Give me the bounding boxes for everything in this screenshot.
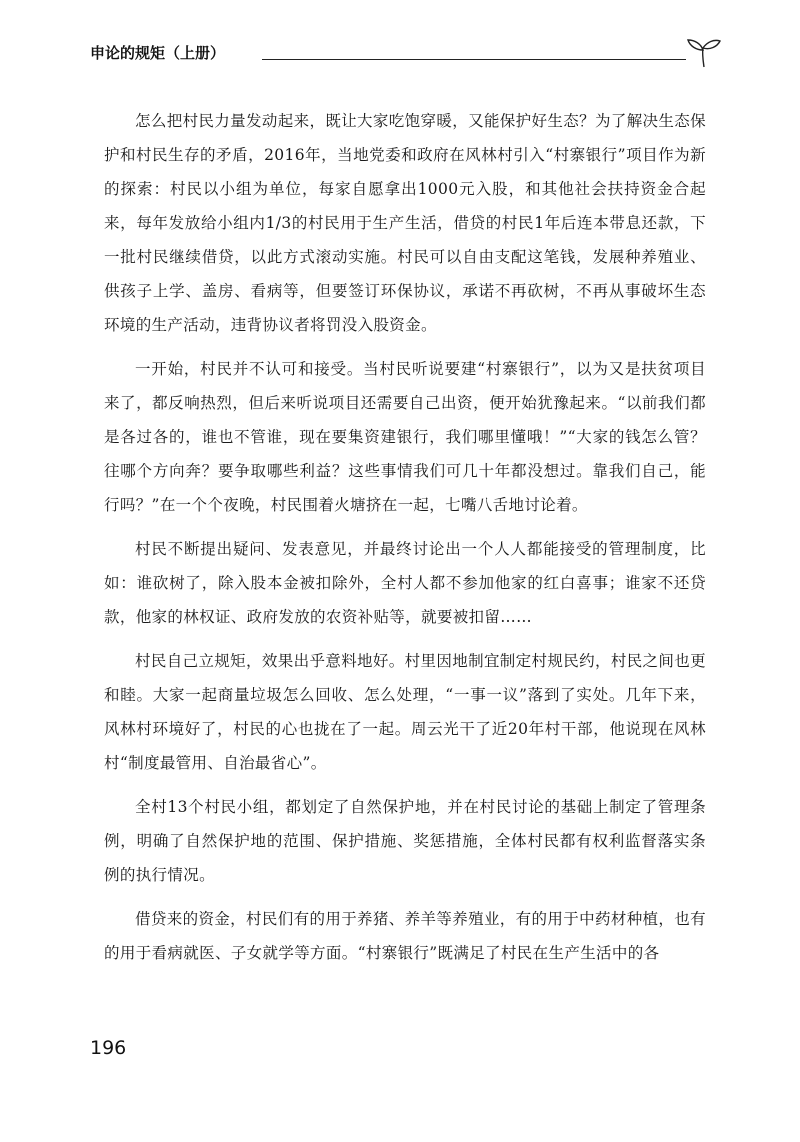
body-text bbox=[104, 104, 706, 980]
paragraph: 一开始，村民并不认可和接受。当村民听说要建“村寨银行”，以为又是扶贫项目来了，都反响热烈，但后来听说项目还需要自己出资，便开始犹豫起来。“以前我们都是各过各的，谁也不管谁，现在要集资建银行，我们哪里懂哦！”“大家的钱怎么管？往哪个方向奔？要争取哪些利益？这些事情我们可几十年都没想过。靠我们自己，能行吗？”在一个个夜晚，村民围着火塘挤在一起，七嘴八舌地讨论着。 bbox=[104, 360, 706, 514]
paragraph: 怎么把村民力量发动起来，既让大家吃饱穿暖，又能保护好生态？为了解决生态保护和村民生存的矛盾，2016年，当地党委和政府在风林村引入“村寨银行”项目作为新的探索：村民以小组为单位，每家自愿拿出1000元入股，和其他社会扶持资金合起来，每年发放给小组内1/3的村民用于生产生活，借贷的村民1年后连本带息还款，下一批村民继续借贷，以此方式滚动实施。村民可以自由支配这笔钱，发展种养殖业、供孩子上学、盖房、看病等，但要签订环保协议，承诺不再砍树，不再从事破坏生态环境的生产活动，违背协议者将罚没入股资金。 bbox=[104, 112, 706, 334]
running-header-title: 申论的规矩（上册） bbox=[90, 44, 226, 62]
page-number: 196 bbox=[90, 1037, 127, 1059]
paragraph: 村民不断提出疑问、发表意见，并最终讨论出一个人人都能接受的管理制度，比如：谁砍树了，除入股本金被扣除外，全村人都不参加他家的红白喜事；谁家不还贷款，他家的林权证、政府发放的农资补贴等，就要被扣留…… bbox=[104, 540, 706, 626]
paragraph: 村民自己立规矩，效果出乎意料地好。村里因地制宜制定村规民约，村民之间也更和睦。大家一起商量垃圾怎么回收、怎么处理，“一事一议”落到了实处。几年下来，风林村环境好了，村民的心也拢在了一起。周云光干了近20年村干部，他说现在风林村“制度最管用、自治最省心”。 bbox=[104, 652, 706, 772]
paragraph: 借贷来的资金，村民们有的用于养猪、养羊等养殖业，有的用于中药材种植，也有的用于看病就医、子女就学等方面。“村寨银行”既满足了村民在生产生活中的各 bbox=[104, 910, 706, 962]
sprout-icon bbox=[684, 38, 722, 68]
page-header bbox=[90, 38, 722, 72]
header-rule bbox=[262, 59, 686, 60]
paragraph: 全村13个村民小组，都划定了自然保护地，并在村民讨论的基础上制定了管理条例，明确了自然保护地的范围、保护措施、奖惩措施，全体村民都有权利监督落实条例的执行情况。 bbox=[104, 798, 706, 884]
